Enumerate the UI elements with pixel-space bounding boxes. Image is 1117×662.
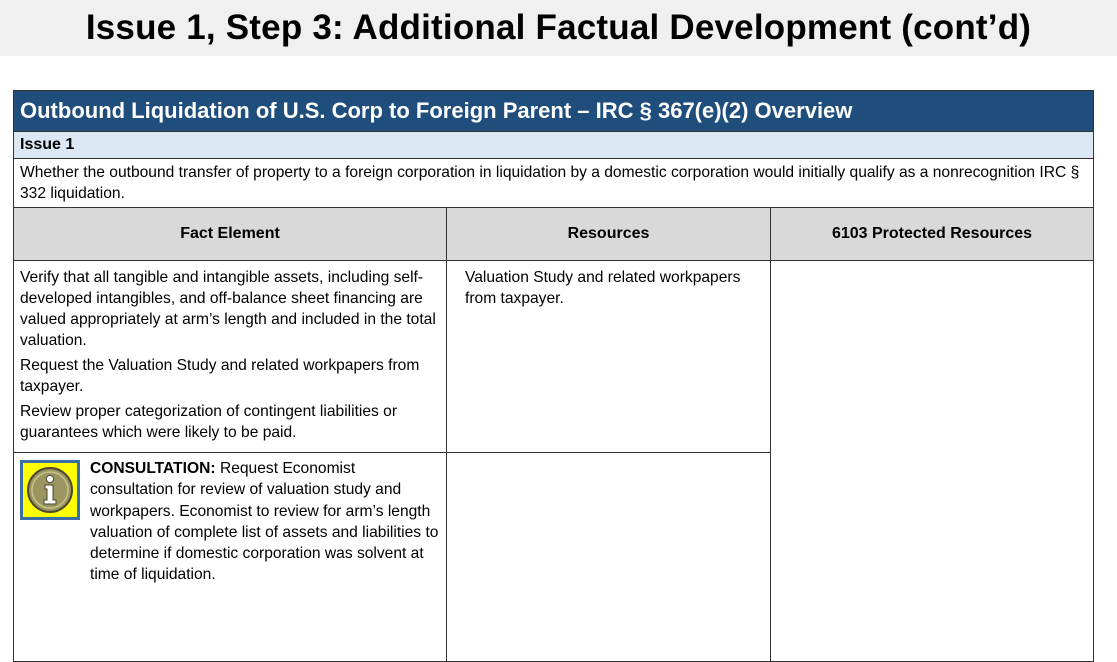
fact-paragraph: Request the Valuation Study and related workpapers from taxpayer. [20,357,420,395]
column-header-fact-element: Fact Element [14,208,446,261]
fact-paragraph: Verify that all tangible and intangible assets, including self-developed intangibles, and off-balance sheet financing are valued appropriately at arm’s length and included in the total valuation. [20,269,436,349]
protected-resources-cell [770,261,1093,661]
column-header-protected-resources: 6103 Protected Resources [770,208,1093,261]
column-header-resources: Resources [446,208,770,261]
info-icon [20,460,80,520]
fact-element-cell [14,261,446,453]
overview-table [13,90,1094,662]
issue-label: Issue 1 [14,132,1093,159]
consultation-cell [14,453,446,661]
page-title: Issue 1, Step 3: Additional Factual Development (cont’d) [85,8,1032,47]
consultation-resources-cell [446,453,770,661]
fact-paragraph: Review proper categorization of contingent liabilities or guarantees which were likely to be paid. [20,403,398,441]
consultation-label: CONSULTATION: [90,460,216,477]
fact-grid [14,208,1093,661]
consultation-text [90,458,440,586]
overview-title: Outbound Liquidation of U.S. Corp to Foreign Parent – IRC § 367(e)(2) Overview [14,91,1093,132]
resources-cell: Valuation Study and related workpapers from taxpayer. [446,261,770,453]
title-band [0,0,1117,56]
issue-description: Whether the outbound transfer of property to a foreign corporation in liquidation by a domestic corporation would initially qualify as a nonrecognition IRC § 332 liquidation. [14,159,1093,208]
consultation-body: Request Economist consultation for review of valuation study and workpapers. Economist to review for arm’s length valuation of complete list of assets and liabilities to determine if domestic corporation was solvent at time of liquidation. [90,460,439,584]
